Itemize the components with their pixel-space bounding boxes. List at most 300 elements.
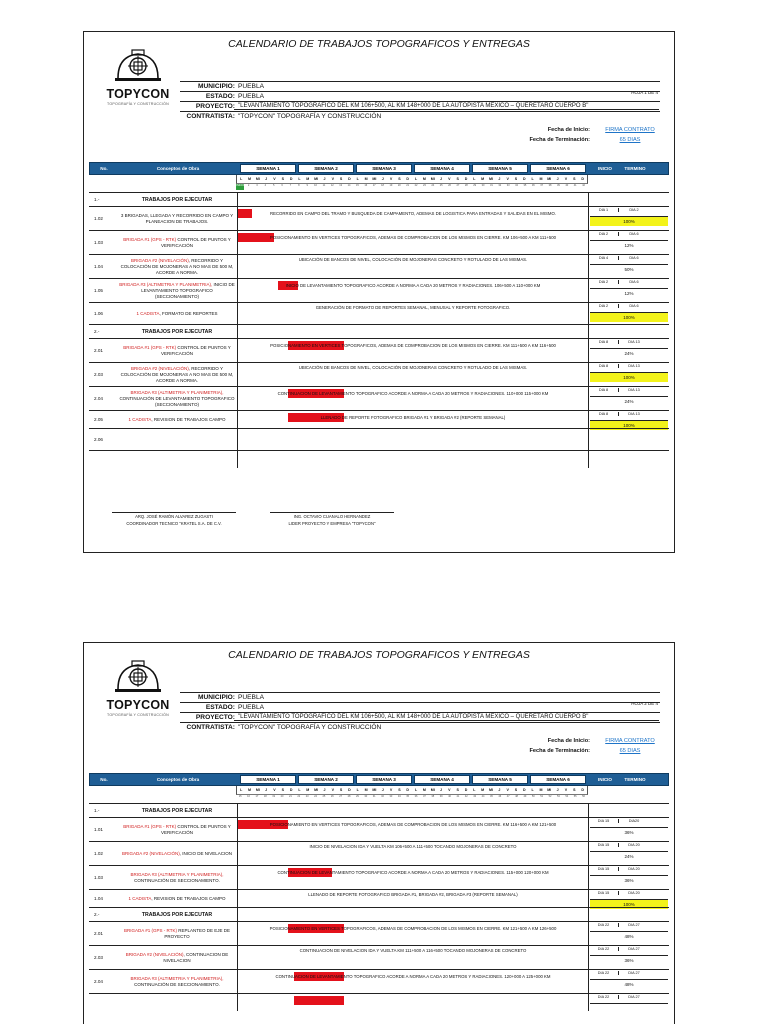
day-cell: D (289, 788, 293, 792)
start-day: DIA 1 (589, 208, 619, 212)
fechas-label: FECHAS (629, 156, 645, 160)
day-cell: 4 (264, 184, 267, 187)
start-day: DIA 22 (589, 995, 619, 999)
day-cell: 43 (473, 795, 477, 798)
dates-cell (589, 255, 669, 278)
day-cell: 37 (422, 795, 426, 798)
crew-label: BRIGADA #1 (GPS - RTK) (123, 236, 177, 242)
table-row[interactable] (89, 865, 669, 889)
day-cell: M (247, 177, 251, 181)
day-cell: MI (255, 788, 260, 792)
company-logo-2 (98, 659, 178, 717)
estado-value: PUEBLA (238, 93, 265, 100)
concept-text: INICIO DE LEVANTAMIENTO TOPOGRAFICO (SECCIONAMIENTO) (141, 281, 235, 299)
day-cell: 10 (314, 184, 317, 187)
dates-cell (589, 946, 669, 969)
row-number: 2.05 (94, 417, 103, 422)
day-cell: 25 (322, 795, 326, 798)
activity-description: INICIO DE NIVELACION IDA Y VUELTA KM 106+500 A 111+500 TOCANDO MOJONERAS DE CONCRETO (309, 844, 517, 849)
table-row[interactable] (89, 362, 669, 386)
end-date-value[interactable]: 65 DIAS (619, 137, 641, 143)
dates-cell (589, 429, 669, 450)
activity-description: LLENADO DE REPORTE FOTOGRAFICO BRIGADA #1 Y BRIGADA #2 (REPORTE SEMANAL) (320, 415, 506, 420)
row-number: 1.04 (94, 896, 103, 901)
day-cell: 8 (298, 184, 300, 187)
day-cell: 38 (548, 184, 552, 187)
progress-percent: 48% (590, 979, 668, 989)
table-row[interactable] (89, 230, 669, 254)
day-cell: 16 (364, 184, 368, 187)
table-row[interactable] (89, 817, 669, 841)
start-date-value[interactable]: FIRMA CONTRATO (605, 127, 655, 133)
crew-label: BRIGADA #1 (GPS - RTK) (124, 927, 177, 933)
crew-label: 1 CADISTA (136, 310, 160, 316)
day-cell: M (364, 177, 368, 181)
day-cell: 47 (506, 795, 510, 798)
gantt-cell (237, 451, 589, 468)
day-cell: S (573, 788, 576, 792)
progress-percent (590, 1003, 668, 1013)
day-cell: 28 (464, 184, 468, 187)
day-cell: L (298, 177, 301, 181)
row-number: 2.01 (94, 931, 103, 936)
dates-cell (589, 339, 669, 362)
day-cell: 33 (506, 184, 510, 187)
day-cell: 35 (523, 184, 527, 187)
day-cell: 50 (531, 795, 535, 798)
gantt-cell (237, 908, 589, 921)
gantt-cell (237, 970, 589, 993)
day-cell: L (473, 788, 476, 792)
activity-description: POSICIONAMIENTO EN VERTICES TOPOGRAFICOS, ADEMAS DE COMPROBACION DE LOS MISMOS EN CIERRE. KM 116+500 A KM 121+500 (269, 822, 557, 827)
col-conceptos: Conceptos de Obra (156, 166, 200, 171)
activity-description: LLENADO DE REPORTE FOTOGRAFICO BRIGADA #1, BRIGADA #2, BRIGADA #3 (REPORTE SEMANAL) (308, 892, 518, 897)
day-cell: M (247, 788, 251, 792)
helmet-logo-icon (112, 48, 164, 86)
gantt-cell (237, 303, 589, 324)
concept-text: , INICIO DE NIVELACION (179, 850, 233, 856)
dates-cell (589, 970, 669, 993)
day-cell: V (448, 788, 451, 792)
row-concept (117, 366, 237, 384)
dates-cell (589, 363, 669, 386)
dates-cell (589, 842, 669, 865)
start-day: DIA 8 (589, 412, 619, 416)
day-cell: 29 (355, 795, 359, 798)
end-day: DIA 27 (628, 923, 640, 927)
gantt-bar (294, 996, 344, 1005)
dates-cell (589, 411, 669, 428)
week-6: SEMANA 6 (530, 164, 586, 173)
proyecto-label: PROYECTO: (195, 103, 235, 110)
crew-label: BRIGADA #2 (NIVELACIÓN) (131, 257, 189, 263)
day-cell: 21 (406, 184, 410, 187)
row-number: 1.03 (94, 240, 103, 245)
end-day: DIA 27 (628, 995, 640, 999)
dates-cell (589, 922, 669, 945)
municipio-label: MUNICIPIO: (198, 694, 235, 701)
day-cell: L (298, 788, 301, 792)
day-cell: 21 (288, 795, 292, 798)
section-title: TRABAJOS POR EJECUTAR (141, 196, 213, 203)
proyecto-value: "LEVANTAMIENTO TOPOGRAFICO DEL KM 106+500, AL KM 148+000 DE LA AUTOPISTA MEXICO – QUERETARO CUERPO B" (238, 103, 589, 109)
col-termino: TERMINO (624, 166, 646, 171)
day-cell: 31 (489, 184, 493, 187)
start-day: DIA 2 (589, 280, 619, 284)
week-3: SEMANA 3 (356, 775, 412, 784)
day-cell: M (481, 177, 485, 181)
activity-description: RECORRIDO EN CAMPO DEL TRAMO Y BUSQUEDA DE CAMPAMENTO, ADEMAS DE LOGISTICA PARA ENTRADAS Y SALIDAS EN EL MISMO. (269, 211, 557, 216)
day-cell: L (473, 177, 476, 181)
logo-tagline: TOPOGRAFÍA Y CONSTRUCCIÓN (107, 102, 169, 106)
table-row[interactable] (89, 254, 669, 278)
day-cell: D (581, 788, 584, 792)
progress-percent: 50% (590, 264, 668, 274)
concept-text: CONTROL DE PUNTOS Y VERIFICACIÓN (160, 823, 231, 835)
crew-label: BRIGADA #3 (ALTIMETRIA Y PLANIMETRIA), (130, 389, 224, 395)
crew-label: BRIGADA #1 (GPS - RTK) (123, 823, 177, 829)
table-row[interactable] (89, 338, 669, 362)
schedule-grid (89, 192, 669, 468)
day-cell: 3 (256, 184, 258, 187)
day-cell: J (556, 788, 559, 792)
progress-percent: 24% (590, 851, 668, 861)
gantt-cell (237, 207, 589, 230)
date-block-2 (529, 736, 660, 756)
table-row[interactable] (89, 993, 669, 1011)
progress-percent: 100% (590, 216, 668, 226)
day-cell: 52 (548, 795, 552, 798)
concept-text: , CONTINUACION DE NIVELACION (163, 951, 229, 963)
week-4: SEMANA 4 (414, 164, 470, 173)
dates-cell (589, 193, 669, 206)
day-cell: D (523, 177, 526, 181)
start-day: DIA 8 (589, 364, 619, 368)
sheet-title-2: CALENDARIO DE TRABAJOS TOPOGRAFICOS Y ENTREGAS (228, 649, 530, 661)
estado-label: ESTADO: (205, 93, 235, 100)
day-cell: J (323, 788, 326, 792)
week-2: SEMANA 2 (298, 775, 354, 784)
day-cell: J (498, 177, 501, 181)
start-day: DIA 15 (589, 819, 619, 823)
start-day: DIA 4 (589, 256, 619, 260)
proyecto-label: PROYECTO: (195, 714, 235, 721)
day-cell: J (323, 177, 326, 181)
section-row (89, 192, 669, 206)
day-cell: M (481, 788, 485, 792)
row-number: 1.02 (94, 851, 103, 856)
contratista-value: "TOPYCON" TOPOGRAFÍA Y CONSTRUCCIÓN (238, 724, 382, 731)
row-concept (117, 213, 237, 225)
week-6: SEMANA 6 (530, 775, 586, 784)
date-block (529, 125, 660, 145)
row-number: 2.04 (94, 979, 103, 984)
day-cell: S (456, 788, 459, 792)
day-cell: 18 (381, 184, 384, 187)
table-row[interactable] (89, 889, 669, 907)
end-day: DIA 20 (628, 843, 640, 847)
signature-1 (112, 512, 236, 527)
contratista-label: CONTRATISTA: (186, 724, 235, 731)
day-cell: 18 (263, 795, 267, 798)
logo-tagline-2: TOPOGRAFÍA Y CONSTRUCCIÓN (107, 713, 169, 717)
activity-description: POSICIONAMIENTO EN VERTICES TOPOGRAFICOS, ADEMAS DE COMPROBACION DE LOS MISMOS EN CIERRE. KM 106+500 A KM 111+500 (269, 235, 557, 240)
start-day: DIA 8 (589, 340, 619, 344)
table-row[interactable] (89, 410, 669, 428)
concept-text: 3 BRIGADAS, LLEGADA Y RECORRIDO EN CAMPO Y PLANEACION DE TRABAJOS. (120, 212, 234, 224)
gantt-cell (237, 339, 589, 362)
day-cell: 37 (540, 184, 544, 187)
day-cell: 16 (247, 795, 250, 798)
day-cell: 45 (489, 795, 493, 798)
day-cell: L (414, 177, 418, 181)
day-cell: MI (430, 177, 435, 181)
dates-cell (589, 866, 669, 889)
concept-text: , REVISION DE TRABAJOS CAMPO (151, 416, 226, 422)
day-cell: M (539, 788, 543, 792)
concept-text: , FORMATO DE REPORTES (159, 310, 218, 316)
start-day: DIA 8 (589, 388, 619, 392)
row-number: 1.05 (94, 288, 103, 293)
section-number: 2.- (94, 329, 100, 334)
estado-value: PUEBLA (238, 704, 265, 711)
day-cell: M (422, 788, 426, 792)
gantt-cell (237, 890, 589, 907)
day-cell: MI (314, 177, 319, 181)
gantt-cell (237, 922, 589, 945)
day-cell: MI (489, 788, 493, 792)
row-concept (117, 872, 237, 884)
progress-percent: 12% (590, 240, 668, 250)
day-letters (236, 175, 588, 184)
day-cell: 9 (306, 184, 308, 187)
crew-label: 1 CADISTA (128, 416, 152, 422)
col-no: No. (100, 777, 108, 782)
day-cell: 31 (372, 795, 376, 798)
crew-label: BRIGADA #3 (ALTIMETRIA Y PLANIMETRIA), (130, 871, 224, 877)
fechas-label-2: FECHAS (629, 767, 645, 771)
week-4: SEMANA 4 (414, 775, 470, 784)
company-logo (98, 48, 178, 106)
day-cell: 11 (322, 184, 326, 187)
day-cell: D (581, 177, 584, 181)
end-day: DIA 6 (629, 256, 639, 260)
col-termino: TERMINO (624, 777, 646, 782)
row-concept (117, 824, 237, 836)
day-cell: V (389, 177, 393, 181)
day-cell: L (356, 788, 359, 792)
table-row[interactable] (89, 428, 669, 450)
end-day: DIA 20 (628, 891, 640, 895)
day-cell: L (531, 788, 534, 792)
day-cell: 20 (280, 795, 284, 798)
day-cell: 26 (330, 795, 334, 798)
dates-cell (589, 818, 669, 841)
contratista-label: CONTRATISTA: (186, 113, 235, 120)
signature-2 (270, 512, 394, 527)
gantt-cell (237, 363, 589, 386)
day-cell: 51 (540, 795, 544, 798)
day-cell: D (289, 177, 293, 181)
proyecto-value: "LEVANTAMIENTO TOPOGRAFICO DEL KM 106+500, AL KM 148+000 DE LA AUTOPISTA MEXICO – QUERETARO CUERPO B" (238, 714, 589, 720)
day-cell: J (265, 788, 268, 792)
dates-cell (589, 303, 669, 324)
dates-cell (589, 325, 669, 338)
day-cell: MI (547, 177, 552, 181)
day-cell: D (464, 177, 468, 181)
table-row[interactable] (89, 302, 669, 324)
day-cell: S (281, 788, 284, 792)
start-day: DIA 2 (589, 304, 619, 308)
day-cell: S (456, 177, 459, 181)
day-cell: 55 (573, 795, 577, 798)
day-cell: 34 (515, 184, 518, 187)
row-concept (117, 417, 237, 423)
table-row[interactable] (89, 278, 669, 302)
day-cell: S (339, 788, 343, 792)
end-day: DIA 27 (628, 971, 640, 975)
day-cell: 7 (289, 184, 292, 187)
day-cell: V (273, 177, 276, 181)
concept-text: CONTINUACIÓN DE SECCIONAMIENTO. (134, 981, 220, 987)
table-row[interactable] (89, 969, 669, 993)
day-cell: 17 (372, 184, 376, 187)
col-no: No. (100, 166, 108, 171)
concept-text: CONTROL DE PUNTOS Y VERIFICACIÓN (160, 344, 231, 356)
gantt-cell (237, 804, 589, 817)
table-row[interactable] (89, 945, 669, 969)
day-cell: 15 (238, 795, 242, 798)
activity-description: CONTINUACION DE LEVANTAMIENTO TOPOGRAFICO ACORDE A NORMA A CADA 20 METROS Y RADIACIONES. 120+000 A 125+000 KM (275, 974, 551, 979)
week-5: SEMANA 5 (472, 775, 528, 784)
day-cell: V (389, 788, 393, 792)
day-cell: D (348, 788, 351, 792)
end-day: DIA 6 (629, 232, 639, 236)
start-day: DIA 15 (589, 843, 619, 847)
row-concept (117, 237, 237, 249)
table-row[interactable] (89, 921, 669, 945)
day-cell: MI (372, 788, 377, 792)
day-cell: 23 (305, 795, 309, 798)
day-cell: 41 (573, 184, 577, 187)
dates-cell (589, 890, 669, 907)
row-concept (117, 390, 237, 408)
start-date-label: Fecha de Inicio: (547, 738, 590, 744)
gantt-cell (237, 279, 589, 302)
table-header-2 (89, 773, 669, 786)
day-cell: 29 (473, 184, 477, 187)
day-cell: 24 (314, 795, 317, 798)
section-row (89, 324, 669, 338)
day-cell: J (440, 788, 443, 792)
page-counter-2: HOJA 2 DE 4 (631, 701, 658, 706)
crew-label: 1 CADISTA (128, 895, 152, 901)
gantt-cell (237, 411, 589, 428)
end-day: DIA 27 (628, 947, 640, 951)
day-cell: MI (255, 177, 260, 181)
day-cell: 56 (582, 795, 585, 798)
day-cell: 14 (347, 184, 351, 187)
day-cell: V (506, 788, 509, 792)
day-cell: V (331, 177, 334, 181)
day-cell: 17 (255, 795, 259, 798)
logo-brand-2: TOPYCON (106, 698, 170, 712)
sheet-1 (83, 31, 675, 553)
header-underline (234, 109, 659, 110)
day-cell: D (348, 177, 351, 181)
col-conceptos: Conceptos de Obra (156, 777, 200, 782)
activity-description: INICIO DE LEVANTAMIENTO TOPOGRAFICO ACORDE A NORMA A CADA 20 METROS Y RADIACIONES. 106+500 A 110+000 KM (285, 283, 541, 288)
table-row[interactable] (89, 841, 669, 865)
day-cell: 15 (355, 184, 359, 187)
day-cell: 34 (397, 795, 401, 798)
end-day: DIA 13 (628, 340, 640, 344)
day-cell: 53 (556, 795, 560, 798)
row-concept (117, 345, 237, 357)
gantt-cell (237, 193, 589, 206)
day-cell: 30 (364, 795, 368, 798)
day-cell: 32 (498, 184, 502, 187)
day-cell: 2 (247, 184, 250, 187)
day-cell: 24 (431, 184, 435, 187)
day-cell: 12 (330, 184, 334, 187)
day-cell: 23 (422, 184, 426, 187)
day-cell: 36 (531, 184, 535, 187)
crew-label: BRIGADA #2 (NIVELACIÓN) (131, 365, 189, 371)
day-cell: V (564, 788, 568, 792)
day-cell: MI (314, 788, 319, 792)
concept-text: , RECORRIDO Y COLOCACIÓN DE MOJONERAS A NO MAS DE 500 M, ACORDE A NORMA. (120, 257, 234, 275)
table-row[interactable] (89, 206, 669, 230)
day-cell: MI (430, 788, 435, 792)
day-cell: 44 (481, 795, 485, 798)
schedule-grid-2 (89, 803, 669, 1011)
municipio-label: MUNICIPIO: (198, 83, 235, 90)
day-cell: D (523, 788, 526, 792)
section-row (89, 803, 669, 817)
day-cell: 49 (523, 795, 527, 798)
day-cell: 26 (448, 184, 451, 187)
concept-text: CONTINUACIÓN DE SECCIONAMIENTO. (134, 877, 220, 883)
row-number: 1.02 (94, 216, 103, 221)
day-cell: J (556, 177, 559, 181)
progress-percent: 12% (590, 288, 668, 298)
week-3: SEMANA 3 (356, 164, 412, 173)
start-date-value[interactable]: FIRMA CONTRATO (605, 738, 655, 744)
start-day: DIA 2 (589, 232, 619, 236)
row-number: 1.04 (94, 264, 103, 269)
day-cell: S (339, 177, 343, 181)
end-day: DIA 6 (629, 280, 639, 284)
day-cell: V (273, 788, 276, 792)
end-date-value[interactable]: 65 DIAS (619, 748, 641, 754)
col-inicio: INICIO (597, 166, 613, 171)
row-concept (117, 928, 237, 940)
concept-text: CONTROL DE PUNTOS Y VERIFICACIÓN (160, 236, 231, 248)
end-day: DIA20 (628, 819, 640, 823)
signature-1-role: COORDINADOR TECNICO "KRATEL S.A. DE C.V. (126, 521, 222, 526)
progress-percent: 100% (590, 420, 668, 430)
concept-text: CONTINUACIÓN DE LEVANTAMIENTO TOPOGRAFICO (SECCIONAMIENTO) (119, 395, 235, 407)
concept-text: , RECORRIDO Y COLOCACIÓN DE MOJONERAS A NO MAS DE 500 M, ACORDE A NORMA. (120, 365, 234, 383)
row-number: 1.01 (94, 827, 103, 832)
table-row[interactable] (89, 386, 669, 410)
gantt-cell (237, 994, 589, 1011)
end-date-label: Fecha de Terminación: (529, 137, 590, 143)
day-cell: V (331, 788, 334, 792)
dates-cell (589, 231, 669, 254)
progress-percent: 100% (590, 899, 668, 909)
